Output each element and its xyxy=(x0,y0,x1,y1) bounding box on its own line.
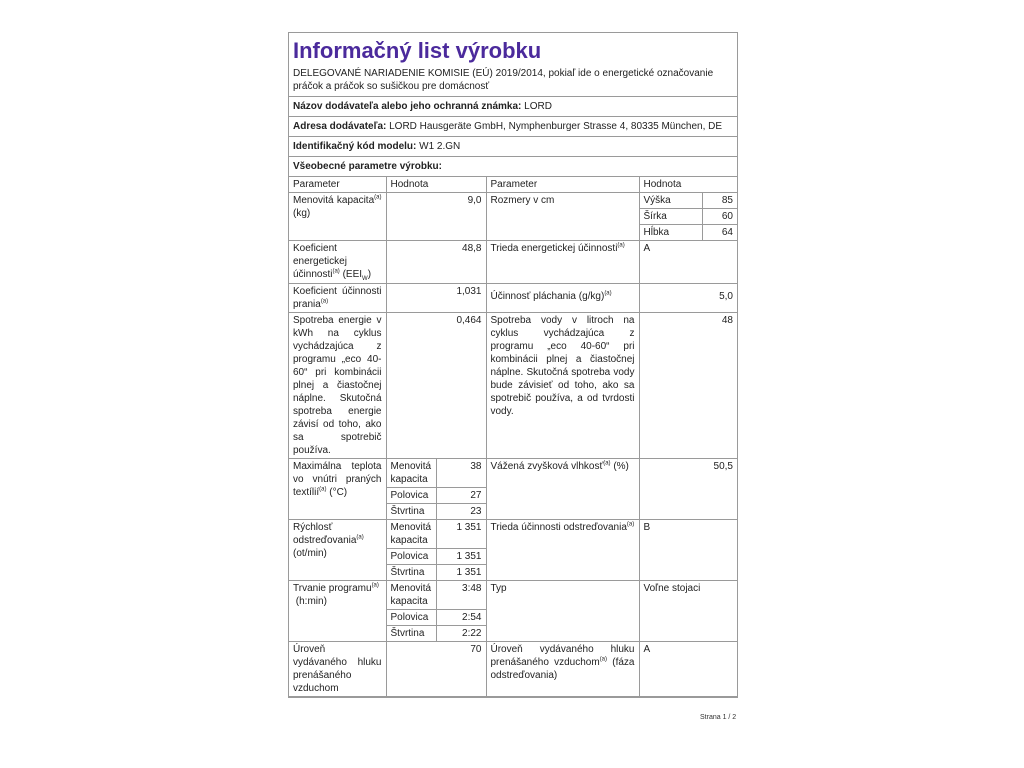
wash-value: 1,031 xyxy=(386,284,486,313)
header-value: Hodnota xyxy=(386,177,486,193)
table-row-duration-rated xyxy=(289,581,737,610)
table-row-temperature-rated xyxy=(289,459,737,488)
temperature-sub-rated: Menovitá kapacita xyxy=(386,459,436,488)
duration-sub-half: Polovica xyxy=(386,610,436,626)
model-label: Identifikačný kód modelu: xyxy=(293,141,417,152)
dimension-height: Výška 85 xyxy=(640,193,738,209)
dimensions-table xyxy=(640,193,738,240)
water-consumption-value: 48 xyxy=(639,313,737,459)
energy-class-value: A xyxy=(639,241,737,284)
table-row-capacity xyxy=(289,193,737,241)
moisture-label: Vážená zvyšková vlhkosť$^{(a)}$ (%) xyxy=(486,459,639,520)
spin-quarter-value: 1 351 xyxy=(436,565,486,581)
title-block xyxy=(289,33,737,97)
dimension-depth: Hĺbka 64 xyxy=(640,225,738,241)
capacity-label: Menovitá kapacita$^{(a)}$ (kg) xyxy=(289,193,386,241)
dimension-width: Šírka 60 xyxy=(640,209,738,225)
supplier-value: LORD xyxy=(524,101,552,112)
duration-half-value: 2:54 xyxy=(436,610,486,626)
rinse-value: 5,0 xyxy=(639,284,737,313)
duration-sub-rated: Menovitá kapacita xyxy=(386,581,436,610)
model-value: W1 2.GN xyxy=(419,141,461,152)
spin-sub-rated: Menovitá kapacita xyxy=(386,520,436,549)
header-parameter: Parameter xyxy=(289,177,386,193)
spin-class-value: B xyxy=(639,520,737,581)
table-row-wash xyxy=(289,284,737,313)
spin-half-value: 1 351 xyxy=(436,549,486,565)
noise-class-label: Úroveň vydávaného hluku prenášaného vzduchom$^{(a)}$ (fáza odstreďovania) xyxy=(486,642,639,697)
general-params-row xyxy=(289,157,737,177)
address-row xyxy=(289,117,737,137)
spin-rated-value: 1 351 xyxy=(436,520,486,549)
type-value: Voľne stojaci xyxy=(639,581,737,642)
duration-label: Trvanie programu$^{(a)}$ (h:min) xyxy=(289,581,386,642)
duration-sub-quarter: Štvrtina xyxy=(386,626,436,642)
duration-rated-value: 3:48 xyxy=(436,581,486,610)
temperature-label: Maximálna teplota vo vnútri praných textílií$^{(a)}$ (°C) xyxy=(289,459,386,520)
energy-consumption-label: Spotreba energie v kWh na cyklus vychádzajúca z programu „eco 40-60“ pri kombinácii plnej a čiastočnej náplne. Skutočná spotreba energie závisí od toho, ako sa spotrebič používa. xyxy=(289,313,386,459)
address-value: LORD Hausgeräte GmbH, Nymphenburger Strasse 4, 80335 München, DE xyxy=(389,121,723,132)
page-title: Informačný list výrobku xyxy=(293,38,542,63)
energy-consumption-value: 0,464 xyxy=(386,313,486,459)
wash-label: Koeficient účinnosti prania$^{(a)}$ xyxy=(289,284,386,313)
temperature-sub-quarter: Štvrtina xyxy=(386,504,436,520)
regulation-subtitle: DELEGOVANÉ NARIADENIE KOMISIE (EÚ) 2019/2014, pokiaľ ide o energetické označovanie práčok a práčok so sušičkou pre domácnosť xyxy=(293,68,714,92)
spin-class-label: Trieda účinnosti odstreďovania$^{(a)}$ xyxy=(486,520,639,581)
supplier-label: Názov dodávateľa alebo jeho ochranná známka: xyxy=(293,101,522,112)
general-params-label: Všeobecné parametre výrobku: xyxy=(293,161,442,172)
noise-label: Úroveň vydávaného hluku prenášaného vzduchom xyxy=(289,642,386,697)
spin-label: Rýchlosť odstreďovania$^{(a)}$ (ot/min) xyxy=(289,520,386,581)
spin-sub-quarter: Štvrtina xyxy=(386,565,436,581)
table-row-noise xyxy=(289,642,737,697)
table-header-row xyxy=(289,177,737,193)
duration-quarter-value: 2:22 xyxy=(436,626,486,642)
noise-class-value: A xyxy=(639,642,737,697)
table-row-eei xyxy=(289,241,737,284)
model-row xyxy=(289,137,737,157)
water-consumption-label: Spotreba vody v litroch na cyklus vychádzajúca z programu „eco 40-60“ pri kombinácii plnej a čiastočnej náplne. Skutočná spotreba vody bude závisieť od toho, ako sa spotrebič používa, a od tvrdosti vody. xyxy=(486,313,639,459)
temperature-half-value: 27 xyxy=(436,488,486,504)
type-label: Typ xyxy=(486,581,639,642)
temperature-sub-half: Polovica xyxy=(386,488,436,504)
product-info-sheet xyxy=(288,32,738,698)
page-number: Strana 1 / 2 xyxy=(700,714,737,721)
dimensions-values xyxy=(639,193,737,241)
table-row-energy-consumption xyxy=(289,313,737,459)
capacity-value: 9,0 xyxy=(386,193,486,241)
eei-label: Koeficient energetickej účinnosti$^{(a)}$ $(EEI_W)$ xyxy=(289,241,386,284)
table-row-spin-rated xyxy=(289,520,737,549)
energy-class-label: Trieda energetickej účinnosti$^{(a)}$ xyxy=(486,241,639,284)
spin-sub-half: Polovica xyxy=(386,549,436,565)
header-parameter-2: Parameter xyxy=(486,177,639,193)
temperature-rated-value: 38 xyxy=(436,459,486,488)
eei-value: 48,8 xyxy=(386,241,486,284)
rinse-label: Účinnosť pláchania $(g/kg)^{(a)}$ xyxy=(486,284,639,313)
noise-value: 70 xyxy=(386,642,486,697)
parameters-table xyxy=(289,177,737,697)
dimensions-label: Rozmery v cm xyxy=(486,193,639,241)
moisture-value: 50,5 xyxy=(639,459,737,520)
address-label: Adresa dodávateľa: xyxy=(293,121,387,132)
supplier-row xyxy=(289,97,737,117)
temperature-quarter-value: 23 xyxy=(436,504,486,520)
header-value-2: Hodnota xyxy=(639,177,737,193)
